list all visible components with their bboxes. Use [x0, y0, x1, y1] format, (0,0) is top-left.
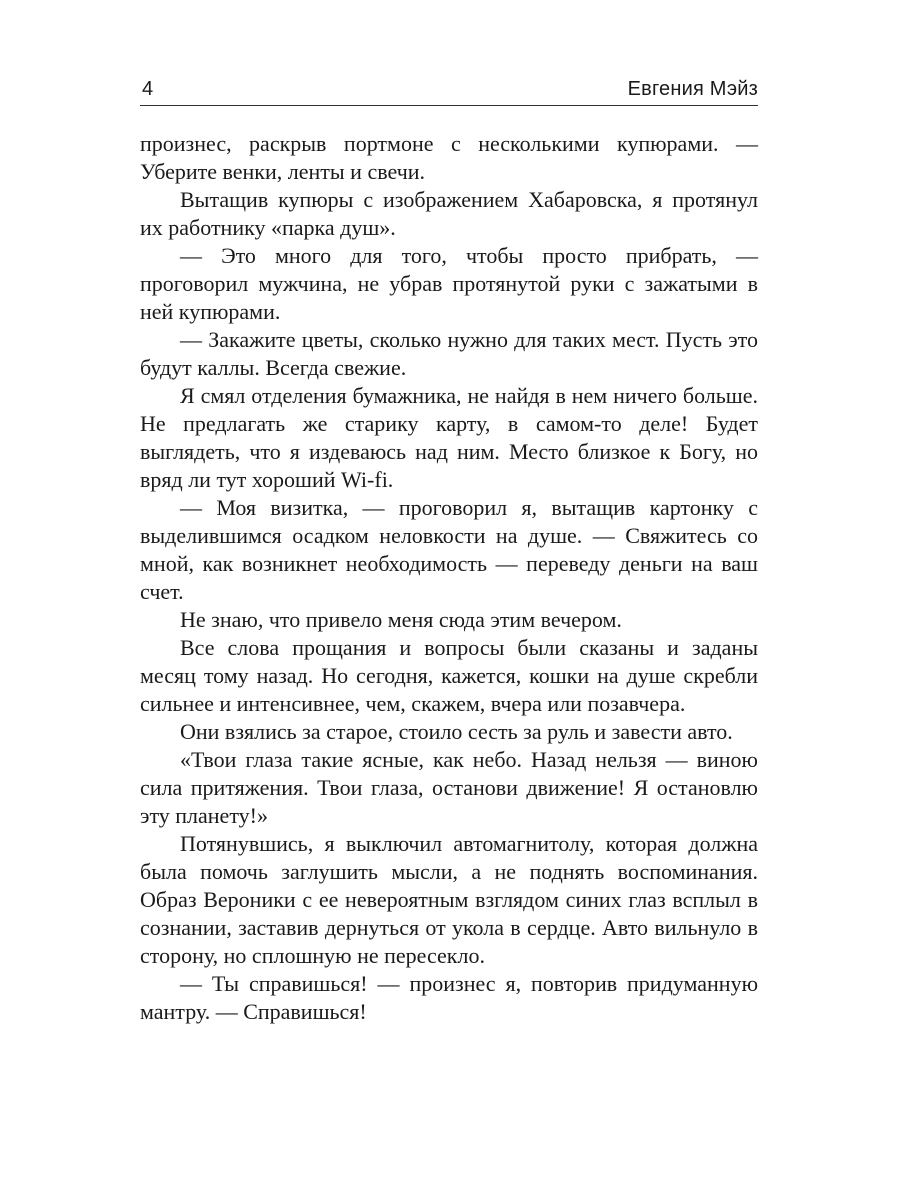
header-rule	[140, 105, 758, 106]
text-body	[140, 130, 758, 1026]
paragraph: Я смял отделения бумажника, не найдя в нем ничего больше. Не предлагать же старику карту, в самом-то деле! Будет выглядеть, что я издеваюсь над ним. Место близкое к Богу, но вряд ли тут хороший Wi-fi.	[140, 383, 758, 492]
page-number: 4	[142, 78, 154, 100]
paragraph: Они взялись за старое, стоило сесть за руль и завести авто.	[180, 719, 733, 744]
paragraph: — Это много для того, чтобы просто прибрать, — проговорил мужчина, не убрав протянутой руки с зажатыми в ней купюрами.	[140, 243, 758, 324]
paragraph: Не знаю, что привело меня сюда этим вечером.	[180, 607, 622, 632]
paragraph: — Ты справишься! — произнес я, повторив придуманную мантру. — Справишься!	[140, 971, 758, 1024]
paragraph: Все слова прощания и вопросы были сказаны и заданы месяц тому назад. Но сегодня, кажется, кошки на душе скребли сильнее и интенсивнее, чем, скажем, вчера или позавчера.	[140, 635, 758, 716]
running-head-author: Евгения Мэйз	[627, 78, 758, 100]
paragraph: произнес, раскрыв портмоне с несколькими купюрами. — Уберите венки, ленты и свечи.	[140, 131, 758, 184]
paragraph: — Моя визитка, — проговорил я, вытащив картонку с выделившимся осадком неловкости на душе. — Свяжитесь со мной, как возникнет необходимость — переведу деньги на ваш счет.	[140, 495, 758, 604]
paragraph: «Твои глаза такие ясные, как небо. Назад нельзя — виною сила притяжения. Твои глаза, останови движение! Я остановлю эту планету!»	[140, 747, 758, 828]
paragraph: Потянувшись, я выключил автомагнитолу, которая должна была помочь заглушить мысли, а не поднять воспоминания. Образ Вероники с ее невероятным взглядом синих глаз всплыл в сознании, заставив дернуться от укола в сердце. Авто вильнуло в сторону, но сплошную не пересекло.	[140, 831, 758, 968]
page-header	[140, 76, 758, 104]
paragraph: Вытащив купюры с изображением Хабаровска, я протянул их работнику «парка душ».	[140, 187, 758, 240]
paragraph: — Закажите цветы, сколько нужно для таких мест. Пусть это будут каллы. Всегда свежие.	[140, 327, 758, 380]
